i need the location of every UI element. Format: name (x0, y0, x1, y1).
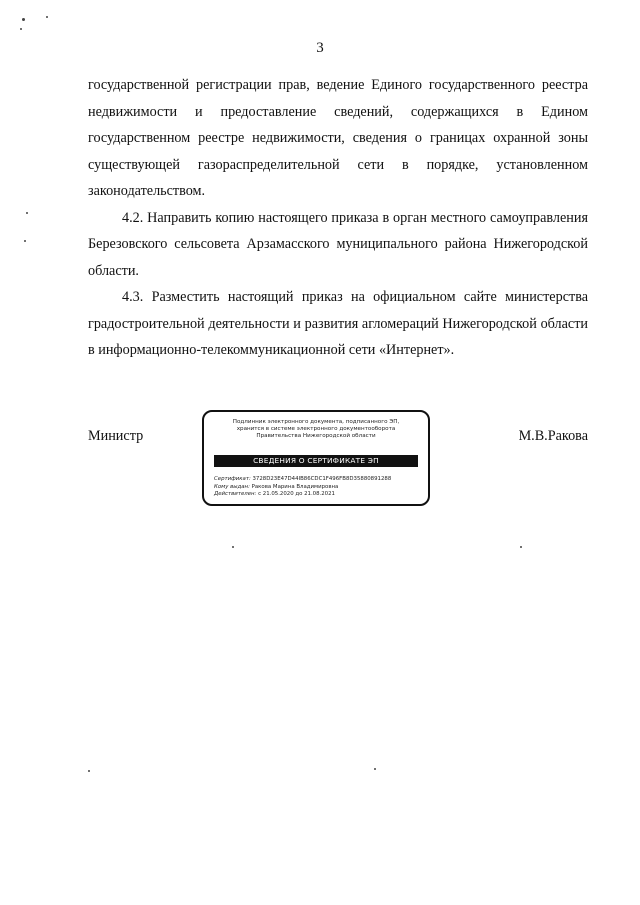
scan-speck (24, 240, 26, 242)
issued-to-row (214, 484, 420, 492)
scan-speck (520, 546, 522, 548)
certificate-label: Сертификат: (214, 476, 251, 482)
paragraph-4-3: 4.3. Разместить настоящий приказ на официальном сайте министерства градостроительной деятельности и развития агломераций Нижегородской области в информационно-телекоммуникационной сети «Интернет». (88, 289, 588, 358)
document-body (88, 72, 588, 364)
valid-label: Действителен: (214, 491, 257, 498)
certificate-row (214, 476, 420, 484)
valid-value: с 21.05.2020 до 21.08.2021 (258, 491, 335, 498)
stamp-header-line: хранится в системе электронного документооборота (236, 426, 396, 433)
signature-block (88, 410, 588, 510)
scan-speck (22, 18, 25, 21)
stamp-header-line: Подлинник электронного документа, подписанного ЭП, (232, 419, 400, 425)
scan-speck (46, 16, 48, 18)
electronic-signature-stamp (202, 410, 430, 506)
scan-speck (88, 770, 90, 772)
scan-speck (232, 546, 234, 548)
issued-to-label: Кому выдан: (214, 483, 250, 490)
stamp-fields (214, 476, 420, 499)
stamp-banner: СВЕДЕНИЯ О СЕРТИФИКАТЕ ЭП (214, 455, 418, 467)
paragraph-4-2: 4.2. Направить копию настоящего приказа в орган местного самоуправления Березовского сельсовета Арзамасского муниципального района Нижегородской области. (88, 209, 588, 279)
stamp-header-line: Правительства Нижегородской области (256, 433, 376, 440)
page-number: 3 (316, 40, 324, 56)
signatory-name: М.В.Ракова (518, 428, 588, 444)
valid-row (214, 491, 420, 499)
certificate-value: 3728D23E47D44IB86CDC1F496FB8D35880891288 (252, 476, 392, 482)
scan-speck (374, 768, 376, 770)
scan-speck (20, 28, 22, 30)
stamp-header (204, 419, 428, 441)
scan-speck (26, 212, 28, 214)
paragraph-continuation: государственной регистрации прав, ведение Единого государственного реестра недвижимости и предоставление сведений, содержащихся в Едином государственном реестре недвижимости, сведения о границах охранной зоны существующей газораспределительной сети в порядке, установленном законодательством. (88, 77, 588, 199)
signatory-title: Министр (88, 428, 144, 444)
issued-to-value: Ракова Марина Владимировна (251, 483, 339, 490)
